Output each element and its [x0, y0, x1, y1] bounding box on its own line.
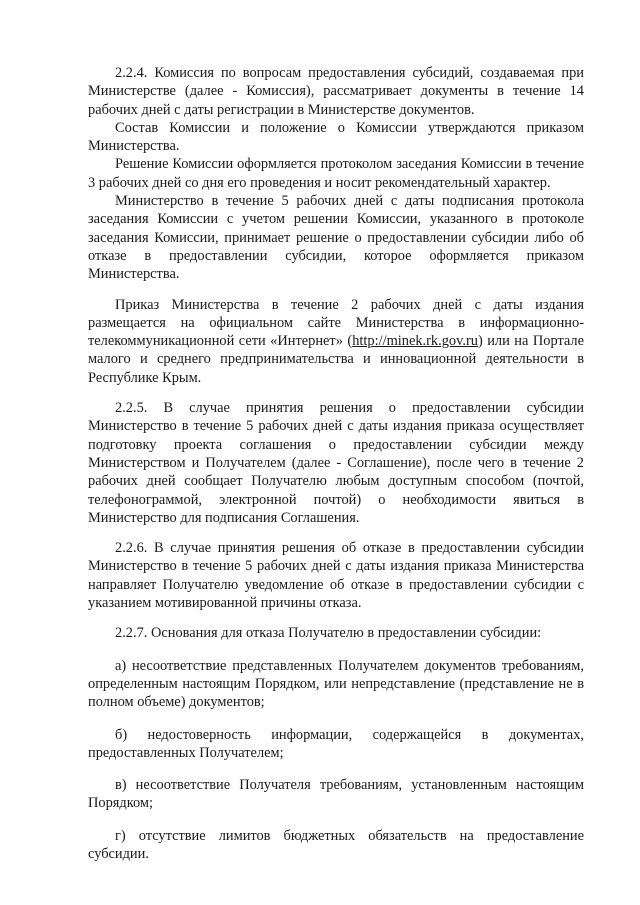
paragraph-order-publication [88, 296, 584, 387]
refusal-reason-b: б) недостоверность информации, содержащейся в документах, предоставленных Получателем; [88, 726, 584, 761]
paragraph-2-2-4: 2.2.4. Комиссия по вопросам предоставления субсидий, создаваемая при Министерстве (далее - Комиссия), рассматривает документы в течение 14 рабочих дней с даты регистрации в Министерстве документов. [88, 65, 584, 118]
paragraph-2-2-6: 2.2.6. В случае принятия решения об отказе в предоставлении субсидии Министерство в течение 5 рабочих дней с даты издания приказа Министерства направляет Получателю уведомление об отказе в предоставлении субсидии с указанием мотивированной причины отказа. [88, 540, 584, 612]
refusal-reason-a: а) несоответствие представленных Получателем документов требованиям, определенным настоящим Порядком, или непредставление (представление не в полном объеме) документов; [88, 657, 584, 711]
ministry-website-link[interactable]: http://minek.rk.gov.ru [352, 333, 478, 350]
paragraph-commission-decision: Решение Комиссии оформляется протоколом заседания Комиссии в течение 3 рабочих дней со дня его проведения и носит рекомендательный характер. [88, 156, 584, 191]
paragraph-commission-composition: Состав Комиссии и положение о Комиссии утверждаются приказом Министерства. [88, 119, 584, 155]
document-page [88, 64, 584, 863]
order-publication-text-start: Приказ Министерства в течение 2 рабочих дней с даты издания размещается на официальном сайте Министерства в информационно-телекоммуникационной сети «Интернет» ( [88, 296, 584, 350]
paragraph-2-2-7: 2.2.7. Основания для отказа Получателю в предоставлении субсидии: [115, 625, 542, 642]
paragraph-2-2-5: 2.2.5. В случае принятия решения о предоставлении субсидии Министерство в течение 5 рабочих дней с даты издания приказа осуществляет подготовку проекта соглашения о предоставлении субсидии между Министерством и Получателем (далее - Соглашение), после чего в течение 2 рабочих дней сообщает Получателю любым доступным способом (почтой, телефонограммой, электронной почтой) о необходимости явиться в Министерство для подписания Соглашения. [88, 400, 584, 526]
paragraph-ministry-decision: Министерство в течение 5 рабочих дней с даты подписания протокола заседания Комиссии с учетом решении Комиссии, указанного в протоколе заседания Комиссии, принимает решение о предоставлении субсидии либо об отказе в предоставлении субсидии, которое оформляется приказом Министерства. [88, 193, 584, 283]
refusal-reason-g: г) отсутствие лимитов бюджетных обязательств на предоставление субсидии. [88, 827, 584, 862]
order-publication-text-end: ) или на Портале малого и среднего предпринимательства и инновационной деятельности в Республике Крым. [88, 333, 584, 386]
refusal-reason-v: в) несоответствие Получателя требованиям, установленным настоящим Порядком; [88, 777, 584, 812]
